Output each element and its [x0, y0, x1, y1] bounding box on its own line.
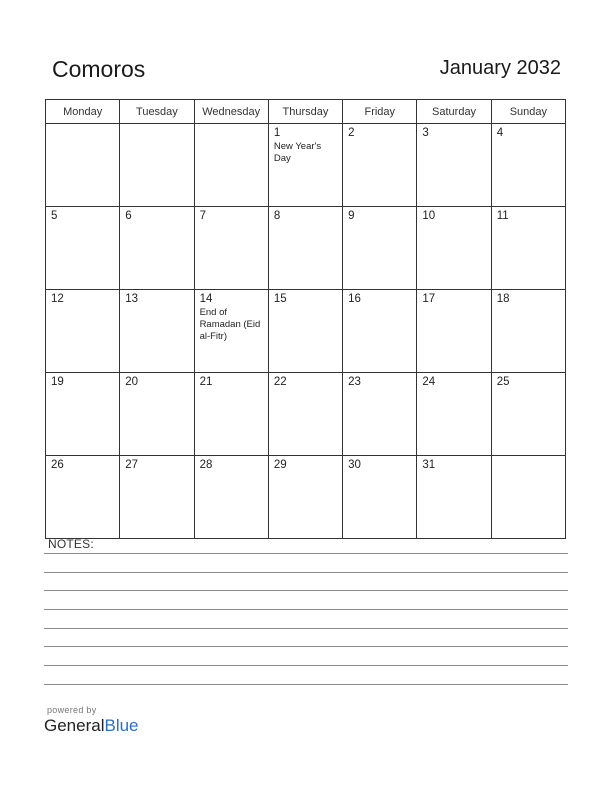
day-number: 6 — [125, 210, 132, 222]
day-cell — [417, 124, 491, 207]
day-cell — [268, 456, 342, 539]
day-number: 27 — [125, 459, 139, 471]
day-cell — [194, 456, 268, 539]
day-cell — [268, 373, 342, 456]
day-number: 12 — [51, 293, 64, 305]
note-line — [44, 590, 568, 591]
day-cell — [46, 290, 120, 373]
note-line — [44, 684, 568, 685]
calendar-header — [0, 0, 612, 96]
day-cell — [491, 124, 565, 207]
day-cell — [46, 456, 120, 539]
day-number: 24 — [422, 376, 436, 388]
week-row — [46, 207, 566, 290]
weekday-header-row — [46, 100, 566, 124]
day-cell — [46, 207, 120, 290]
day-number: 30 — [348, 459, 361, 471]
note-line — [44, 609, 568, 610]
day-number: 28 — [199, 459, 213, 471]
generalblue-logo — [44, 716, 139, 736]
country-title: Comoros — [52, 56, 146, 82]
week-row — [46, 456, 566, 539]
powered-by-label: powered by — [47, 705, 97, 715]
day-number: 4 — [496, 127, 504, 139]
day-number: 10 — [422, 210, 436, 222]
note-line — [44, 553, 568, 554]
week-row — [46, 373, 566, 456]
day-cell — [417, 207, 491, 290]
weekday-thursday: Thursday — [268, 100, 342, 124]
day-number: 15 — [273, 293, 287, 305]
weekday-saturday: Saturday — [417, 100, 491, 124]
day-cell — [417, 456, 491, 539]
day-cell — [417, 290, 491, 373]
day-cell — [343, 124, 417, 207]
day-number: 8 — [273, 210, 281, 222]
day-cell — [268, 290, 342, 373]
day-cell — [343, 290, 417, 373]
note-line — [44, 665, 568, 666]
note-line — [44, 572, 568, 573]
day-number: 14 — [199, 293, 213, 305]
day-cell — [120, 290, 194, 373]
day-number: 25 — [496, 376, 510, 388]
day-cell — [343, 207, 417, 290]
day-cell — [46, 373, 120, 456]
day-number: 31 — [422, 459, 436, 471]
notes-label: NOTES: — [48, 537, 94, 551]
day-cell — [417, 373, 491, 456]
day-cell — [491, 373, 565, 456]
note-line — [44, 628, 568, 629]
day-cell — [343, 373, 417, 456]
day-cell — [120, 373, 194, 456]
day-cell — [120, 456, 194, 539]
day-number: 13 — [125, 293, 139, 305]
day-number: 21 — [199, 376, 213, 388]
day-number: 29 — [273, 459, 287, 471]
day-number: 11 — [496, 210, 509, 222]
holiday-label: End of Ramadan (Eid al-Fitr) — [199, 307, 261, 342]
weekday-tuesday: Tuesday — [120, 100, 194, 124]
day-number: 17 — [422, 293, 436, 305]
calendar-grid — [45, 99, 566, 539]
brand-general: General — [44, 716, 105, 735]
day-cell — [120, 124, 194, 207]
brand-blue: Blue — [104, 716, 139, 735]
day-number: 22 — [273, 376, 287, 388]
day-number: 19 — [51, 376, 64, 388]
day-number: 5 — [51, 210, 58, 222]
month-year-title: January 2032 — [439, 57, 561, 79]
weekday-sunday: Sunday — [491, 100, 565, 124]
day-number: 9 — [348, 210, 355, 222]
day-number: 3 — [422, 127, 429, 139]
day-cell — [268, 207, 342, 290]
day-cell — [194, 207, 268, 290]
day-number: 18 — [496, 293, 510, 305]
weekday-wednesday: Wednesday — [194, 100, 268, 124]
day-cell — [491, 207, 565, 290]
day-number: 2 — [348, 127, 355, 139]
day-cell — [120, 207, 194, 290]
day-cell — [194, 373, 268, 456]
day-cell — [268, 124, 342, 207]
day-cell — [491, 290, 565, 373]
day-cell — [46, 124, 120, 207]
weekday-friday: Friday — [343, 100, 417, 124]
holiday-label: New Year's Day — [273, 141, 322, 164]
day-number: 23 — [348, 376, 361, 388]
day-cell — [343, 456, 417, 539]
weekday-monday: Monday — [46, 100, 120, 124]
day-cell — [194, 290, 268, 373]
day-number: 16 — [348, 293, 361, 305]
day-number: 26 — [51, 459, 64, 471]
day-cell — [491, 456, 565, 539]
note-line — [44, 646, 568, 647]
day-number: 1 — [273, 127, 281, 139]
day-cell — [194, 124, 268, 207]
week-row — [46, 124, 566, 207]
day-number: 7 — [199, 210, 206, 222]
day-number: 20 — [125, 376, 139, 388]
week-row — [46, 290, 566, 373]
